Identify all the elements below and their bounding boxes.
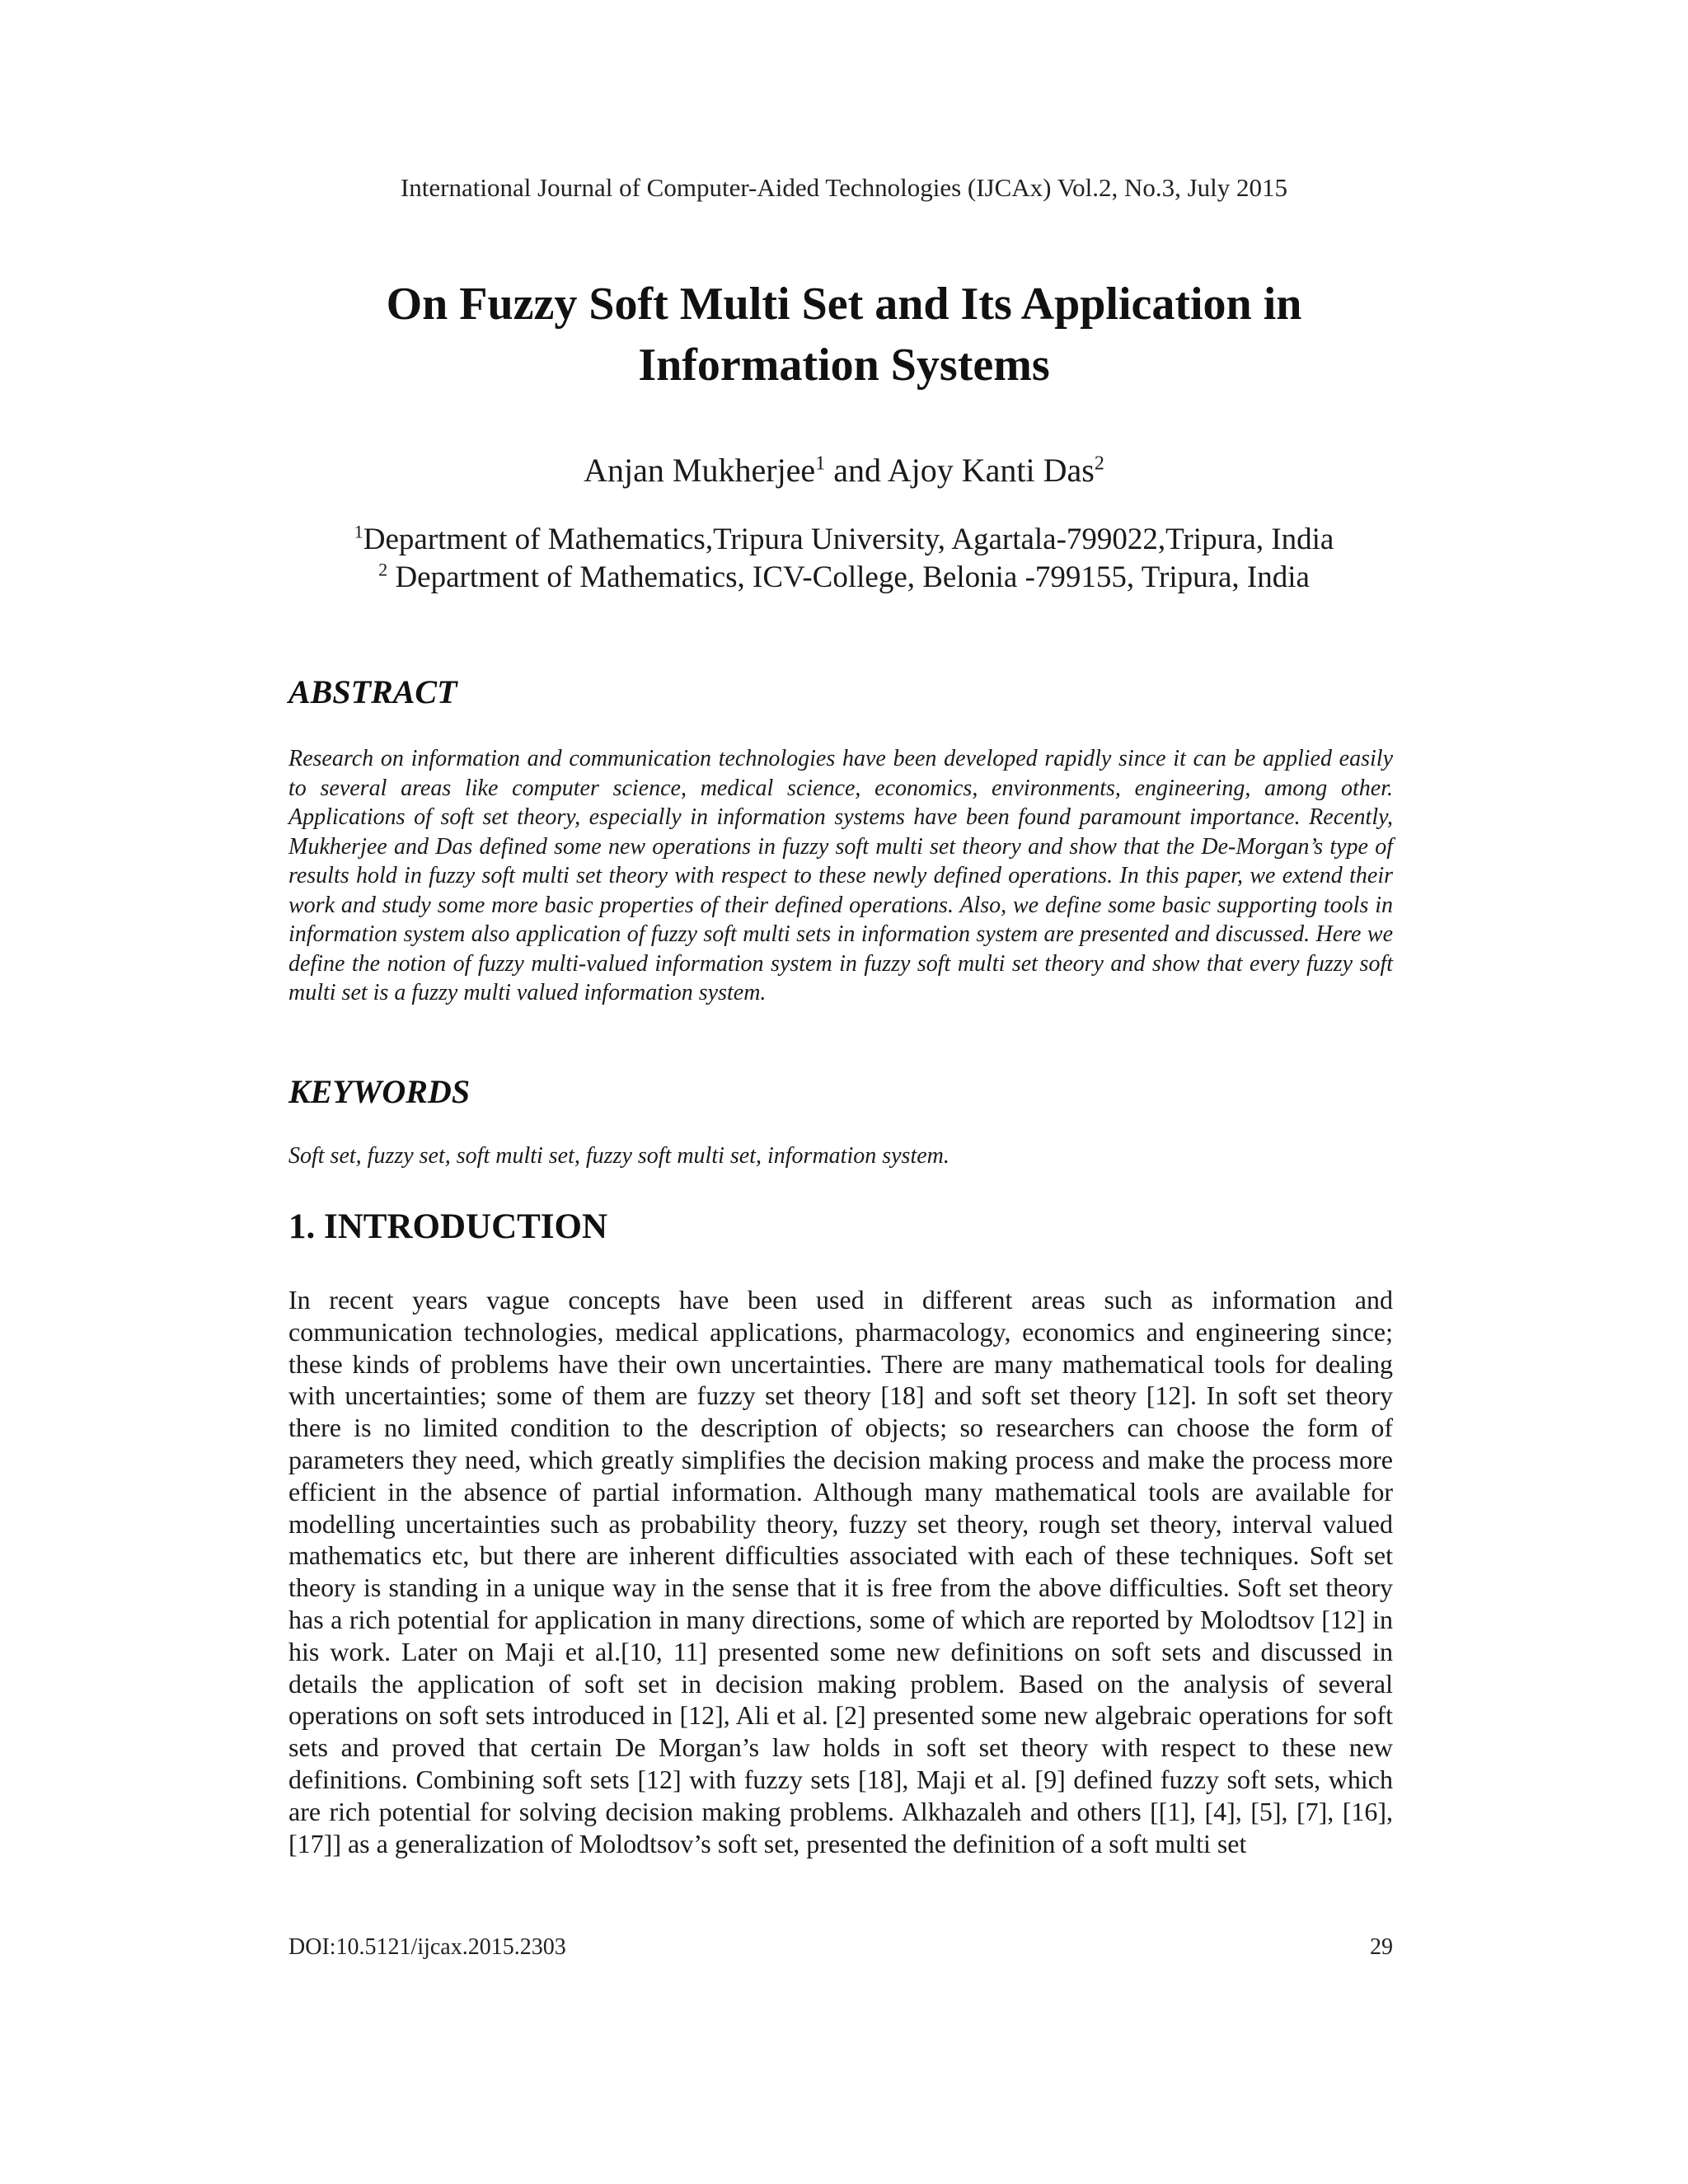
affiliations: [0, 521, 1688, 597]
keywords-text: Soft set, fuzzy set, soft multi set, fuzzy soft multi set, information system.: [288, 1143, 950, 1169]
keywords-heading: KEYWORDS: [288, 1073, 471, 1110]
author-1-name: Anjan Mukherjee: [584, 452, 816, 489]
affiliation-2-mark: 2: [378, 559, 388, 580]
affiliation-2: [0, 559, 1688, 597]
author-1-affiliation-mark: 1: [815, 452, 826, 475]
author-line: [0, 449, 1688, 492]
paper-title-line-1: On Fuzzy Soft Multi Set and Its Application in: [386, 279, 1302, 330]
abstract-heading: ABSTRACT: [288, 673, 457, 710]
footer-doi: DOI:10.5121/ijcax.2015.2303: [288, 1934, 566, 1960]
affiliation-1: [0, 521, 1688, 559]
paper-title-line-2: Information Systems: [638, 340, 1050, 391]
author-connector: and: [825, 452, 888, 489]
affiliation-1-mark: 1: [354, 521, 363, 542]
introduction-heading: 1. INTRODUCTION: [288, 1207, 608, 1246]
paper-title: [247, 274, 1441, 396]
running-head: International Journal of Computer-Aided Technologies (IJCAx) Vol.2, No.3, July 2015: [400, 173, 1288, 202]
introduction-text: In recent years vague concepts have been used in different areas such as information and communication technologies, medical applications, pharmacology, economics and engineering since; these kinds of problems have their own uncertainties. There are many mathematical tools for dealing with uncertainties; some of them are fuzzy set theory [18] and soft set theory [12]. In soft set theory there is no limited condition to the description of objects; so researchers can choose the form of parameters they need, which greatly simplifies the decision making process and make the process more efficient in the absence of partial information. Although many mathematical tools are available for modelling uncertainties such as probability theory, fuzzy set theory, rough set theory, interval valued mathematics etc, but there are inherent difficulties associated with each of these techniques. Soft set theory is standing in a unique way in the sense that it is free from the above difficulties. Soft set theory has a rich potential for application in many directions, some of which are reported by Molodtsov [12] in his work. Later on Maji et al.[10, 11] presented some new definitions on soft sets and discussed in details the application of soft set in decision making problem. Based on the analysis of several operations on soft sets introduced in [12], Ali et al. [2] presented some new algebraic operations for soft sets and proved that certain De Morgan’s law holds in soft set theory with respect to these new definitions. Combining soft sets [12] with fuzzy sets [18], Maji et al. [9] defined fuzzy soft sets, which are rich potential for solving decision making problems. Alkhazaleh and others [[1], [4], [5], [7], [16], [17]] as a generalization of Molodtsov’s soft set, presented the definition of a soft multi set: [288, 1285, 1393, 1858]
affiliation-2-text: Department of Mathematics, ICV-College, Belonia -799155, Tripura, India: [387, 560, 1310, 594]
abstract-text: Research on information and communication technologies have been developed rapidly since it can be applied easily to several areas like computer science, medical science, economics, environments, engineering, among other. Applications of soft set theory, especially in information systems have been found paramount importance. Recently, Mukherjee and Das defined some new operations in fuzzy soft multi set theory and show that the De-Morgan’s type of results hold in fuzzy soft multi set theory with respect to these newly defined operations. In this paper, we extend their work and study some more basic properties of their defined operations. Also, we define some basic supporting tools in information system also application of fuzzy soft multi sets in information system are presented and discussed. Here we define the notion of fuzzy multi-valued information system in fuzzy soft multi set theory and show that every fuzzy soft multi set is a fuzzy multi valued information system.: [288, 746, 1393, 1005]
author-2-affiliation-mark: 2: [1094, 452, 1104, 475]
affiliation-1-text: Department of Mathematics,Tripura University, Agartala-799022,Tripura, India: [363, 523, 1334, 556]
author-2-name: Ajoy Kanti Das: [887, 452, 1095, 489]
footer-page-number: 29: [1370, 1934, 1393, 1960]
